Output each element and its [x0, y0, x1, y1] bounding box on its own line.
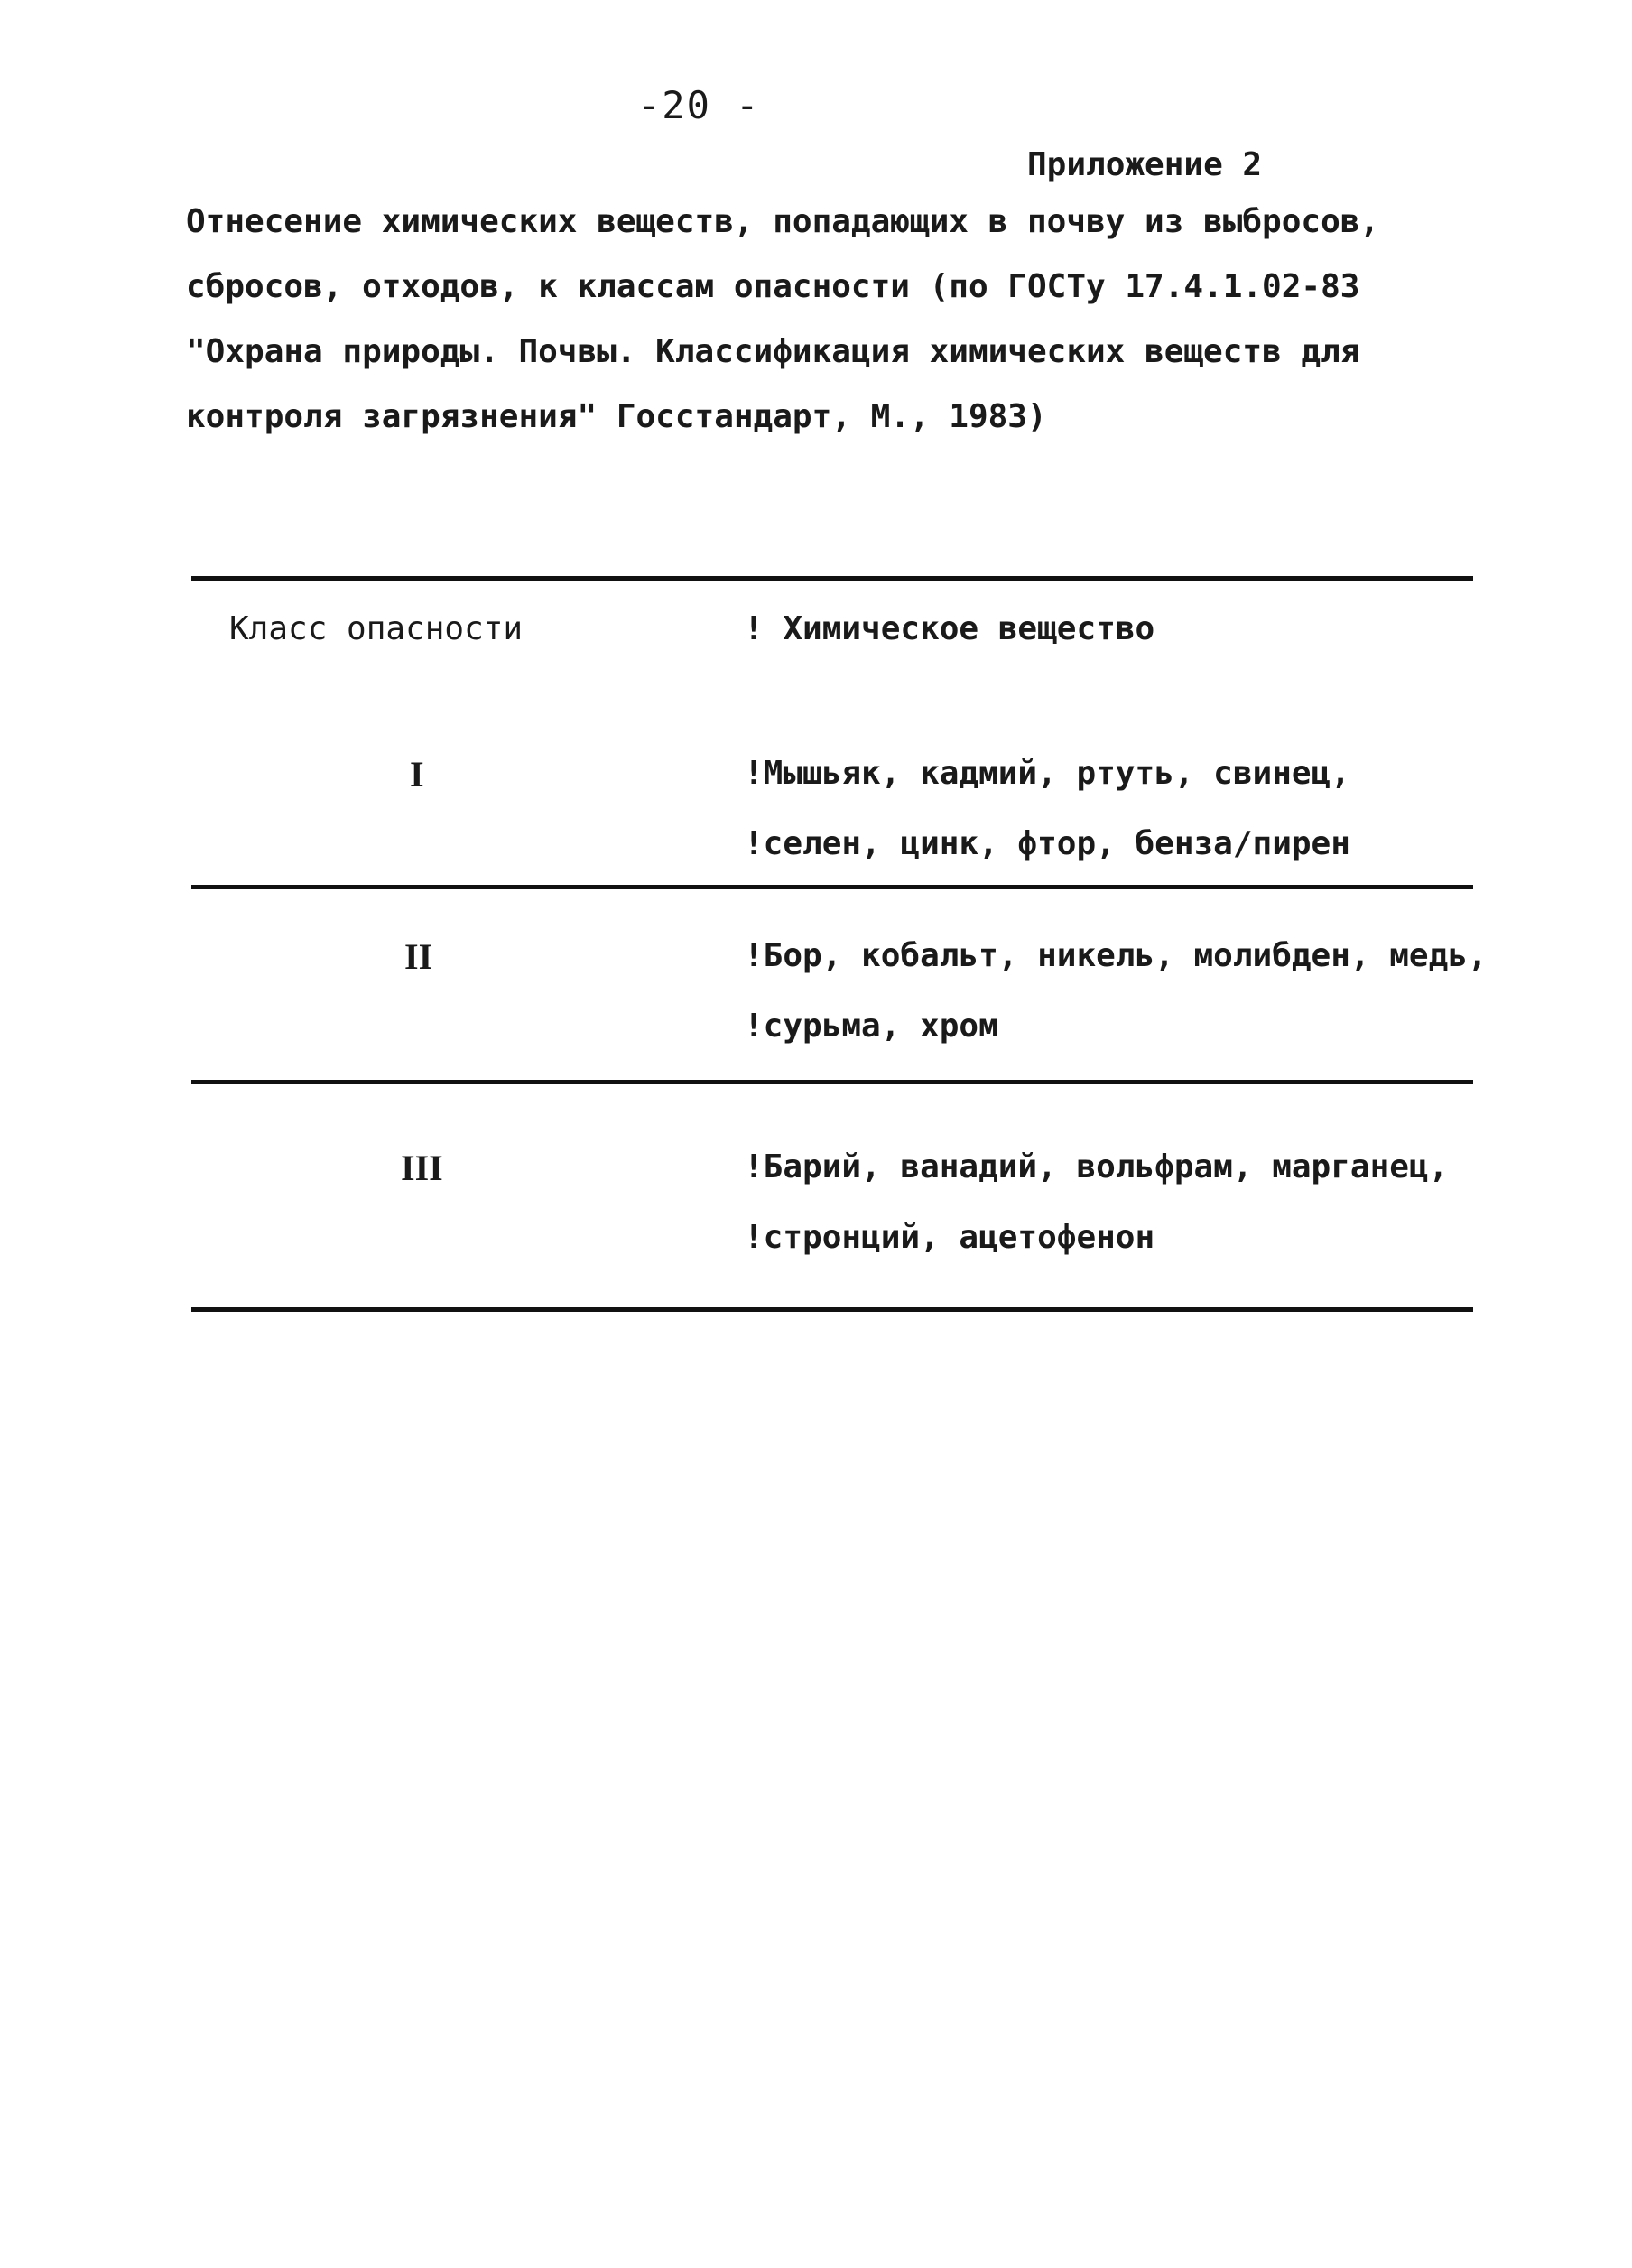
table-row-substances [744, 937, 1488, 1078]
table-row-class: I [410, 754, 424, 795]
substance-line: !сурьма, хром [744, 1008, 998, 1045]
intro-paragraph [186, 203, 1468, 466]
page-number: -20 - [637, 83, 761, 127]
appendix-label: Приложение 2 [1027, 146, 1263, 183]
intro-line: контроля загрязнения" Госстандарт, М., 1983) [186, 398, 1047, 435]
table-row-class: II [404, 936, 433, 977]
table-bottom-rule [191, 1307, 1473, 1312]
substance-line: !Барий, ванадий, вольфрам, марганец, [744, 1148, 1449, 1185]
intro-line: сбросов, отходов, к классам опасности (по ГОСТу 17.4.1.02-83 [186, 268, 1360, 305]
table-top-rule [191, 576, 1473, 581]
table-row-substances [744, 755, 1350, 896]
table-row-substances [744, 1148, 1448, 1289]
table-row-class: III [401, 1148, 443, 1188]
substance-line: !селен, цинк, фтор, бенза/пирен [744, 825, 1350, 862]
row-divider [191, 885, 1473, 889]
substance-line: !Мышьяк, кадмий, ртуть, свинец, [744, 755, 1350, 792]
column-header-class: Класс опасности [229, 610, 524, 647]
row-divider [191, 1080, 1473, 1084]
substance-line: !стронций, ацетофенон [744, 1219, 1155, 1256]
column-header-substance: ! Химическое вещество [744, 610, 1155, 647]
intro-line: Отнесение химических веществ, попадающих в почву из выбросов, [186, 203, 1380, 240]
intro-line: "Охрана природы. Почвы. Классификация химических веществ для [186, 333, 1360, 370]
substance-line: !Бор, кобальт, никель, молибден, медь, [744, 937, 1488, 974]
